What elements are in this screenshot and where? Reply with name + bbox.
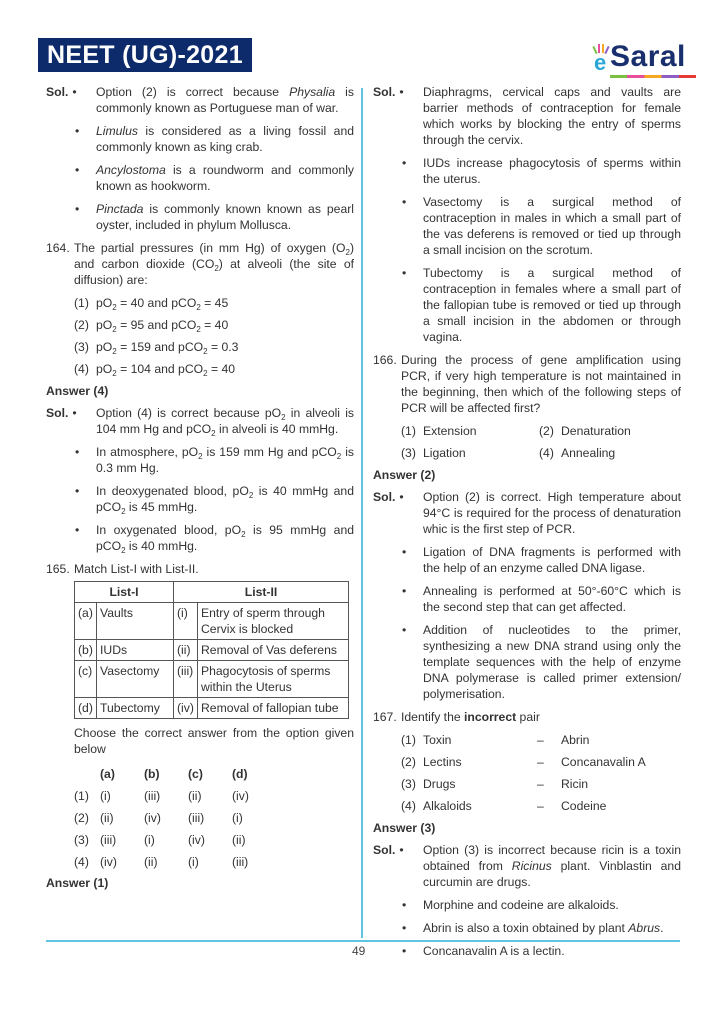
solution-point — [46, 84, 354, 116]
solution-text: Option (3) is incorrect because ricin is a toxin obtained from Ricinus plant. Vinblastin and curcumin are drugs. — [423, 843, 681, 889]
solution-point — [373, 943, 681, 959]
list-1-label: (d) — [75, 698, 97, 719]
answer-label: Answer (3) — [373, 821, 436, 835]
option-text: Denaturation — [561, 424, 631, 438]
esaral-logo — [588, 42, 696, 76]
bullet-icon: • — [402, 195, 407, 209]
solution-text: Option (2) is correct because Physalia is commonly known as Portuguese man of war. — [96, 85, 354, 115]
bullet-icon: • — [75, 163, 80, 177]
grid-cell: (iv) — [144, 811, 161, 825]
bullet-icon: • — [402, 584, 407, 598]
option-number: (2) — [74, 811, 89, 825]
solution-point — [373, 155, 681, 187]
q166-options-row-1 — [401, 423, 681, 439]
q166-solution — [373, 489, 681, 702]
pair-item — [401, 754, 681, 770]
bullet-icon: • — [402, 623, 407, 637]
sol-label: Sol. • — [46, 406, 77, 420]
left-column — [46, 84, 354, 897]
solution-text: Diaphragms, cervical caps and vaults are barrier methods of contraception for female which works by blocking the entry of sperms through the cervix. — [423, 85, 681, 147]
q165-question — [46, 561, 354, 577]
sol-label: Sol. • — [373, 85, 404, 99]
dash: – — [537, 755, 544, 769]
bullet-icon: • — [72, 85, 77, 99]
solution-text: Ligation of DNA fragments is performed with the help of an enzyme called DNA ligase. — [423, 545, 681, 575]
solution-point — [373, 622, 681, 702]
q166-options-row-2 — [401, 445, 681, 461]
grid-cell: (iv) — [188, 833, 205, 847]
solution-text: IUDs increase phagocytosis of sperms within the uterus. — [423, 156, 681, 186]
solution-text: In oxygenated blood, $pO_2$ is 95 mmHg and pCO$_2$ is 40 mmHg. — [96, 523, 354, 555]
grid-option-row — [74, 851, 354, 873]
bullet-icon: • — [399, 490, 404, 504]
grid-header — [74, 763, 354, 785]
pair-example: Ricin — [561, 777, 589, 791]
match-row — [75, 603, 349, 640]
bullet-icon: • — [75, 124, 80, 138]
list-2-item: Phagocytosis of sperms within the Uterus — [198, 661, 349, 698]
match-row — [75, 698, 349, 719]
pair-category: Alkaloids — [423, 799, 472, 813]
q165-solution — [373, 84, 681, 345]
question-number: 165. — [46, 562, 70, 576]
option-number: (3) — [401, 777, 416, 791]
solution-text: Vasectomy is a surgical method of contraception in males in which a small part of the vas deferens is removed or tied up through a small incision on the scrotum. — [423, 195, 681, 257]
option-item — [74, 361, 354, 377]
list-2-label: (ii) — [174, 640, 198, 661]
option-number: (2) — [539, 424, 554, 438]
pair-item — [401, 798, 681, 814]
option-item — [74, 295, 354, 311]
solution-point — [373, 920, 681, 936]
logo-e: e — [594, 50, 607, 75]
bullet-icon: • — [72, 406, 77, 420]
option-number: (4) — [74, 362, 89, 376]
option-item — [74, 317, 354, 333]
q166-question — [373, 352, 681, 416]
solution-text: In atmosphere, $pO_2$ is 159 mm Hg and pCO$_2$ is 0.3 mm Hg. — [96, 445, 355, 475]
solution-text: Tubectomy is a surgical method of contraception in females where a small part of the fallopian tube is removed or tied up through a small incision in the abdomen or through vagina. — [423, 266, 681, 344]
solution-point — [46, 123, 354, 155]
solution-text: Option (4) is correct because $pO_2$ in alveoli is 104 mm Hg and pCO$_2$ in alveoli is 40 mmHg. — [96, 406, 354, 438]
dash: – — [537, 777, 544, 791]
exam-title-badge: NEET (UG)-2021 — [38, 38, 252, 72]
list-2-item: Removal of Vas deferens — [198, 640, 349, 661]
answer-label: Answer (4) — [46, 384, 109, 398]
pair-item — [401, 732, 681, 748]
question-number: 166. — [373, 353, 397, 367]
list-1-item: Tubectomy — [97, 698, 174, 719]
question-text: During the process of gene amplification using PCR, if very high temperature is not maintained in the beginning, then which of the following steps of PCR will be affected first? — [401, 353, 681, 415]
option-number: (4) — [401, 799, 416, 813]
list-2-label: (iii) — [174, 661, 198, 698]
bullet-icon: • — [399, 843, 404, 857]
bullet-icon: • — [402, 156, 407, 170]
grid-cell: (iii) — [100, 833, 117, 847]
list-2-item: Entry of sperm through Cervix is blocked — [198, 603, 349, 640]
pair-category: Toxin — [423, 733, 452, 747]
option-number: (1) — [74, 789, 89, 803]
option-number: (4) — [74, 855, 89, 869]
grid-cell: (iii) — [144, 789, 161, 803]
grid-cell: (ii) — [232, 833, 246, 847]
grid-cell: (iv) — [100, 855, 117, 869]
match-table — [74, 581, 349, 719]
solution-text: Morphine and codeine are alkaloids. — [423, 898, 619, 912]
grid-cell: (iii) — [188, 811, 205, 825]
option-text: Annealing — [561, 446, 616, 460]
question-text: Identify the incorrect pair — [401, 710, 540, 724]
solution-text: Ancylostoma is a roundworm and commonly known as hookworm. — [96, 163, 354, 193]
solution-text: Option (2) is correct. High temperature about 94°C is required for the process of denaturation whic is the first step of PCR. — [423, 490, 681, 536]
solution-point — [373, 265, 681, 345]
page-number: 49 — [352, 944, 366, 958]
bullet-icon: • — [75, 445, 80, 459]
list-1-item: Vaults — [97, 603, 174, 640]
pair-item — [401, 776, 681, 792]
bullet-icon: • — [402, 266, 407, 280]
grid-cell: (ii) — [100, 811, 114, 825]
option-number: (3) — [74, 340, 89, 354]
list-2-item: Removal of fallopian tube — [198, 698, 349, 719]
column-divider — [361, 88, 363, 938]
dash: – — [537, 733, 544, 747]
grid-column-header: (d) — [232, 767, 248, 781]
list-1-header: List-I — [75, 582, 174, 603]
grid-cell: (iii) — [232, 855, 249, 869]
answer-label: Answer (1) — [46, 876, 109, 890]
option-number: (2) — [401, 755, 416, 769]
option-number: (3) — [74, 833, 89, 847]
bullet-icon: • — [402, 545, 407, 559]
solution-text: Abrin is also a toxin obtained by plant Abrus. — [423, 921, 664, 935]
grid-cell: (i) — [144, 833, 155, 847]
solution-point — [46, 201, 354, 233]
logo-underline — [610, 75, 696, 78]
dash: – — [537, 799, 544, 813]
list-2-label: (iv) — [174, 698, 198, 719]
option-text: $pO_2 = 95$ and pCO$_2$ = 40 — [96, 318, 229, 334]
solution-text: Limulus is considered as a living fossil and commonly known as king crab. — [96, 124, 354, 154]
option-text: $pO_2 = 104$ and pCO$_2$ = 40 — [96, 362, 236, 378]
option-text: Extension — [423, 424, 477, 438]
solution-text: Addition of nucleotides to the primer, synthesizing a new DNA strand using only the template sequences with the help of enzyme DNA polymerase is called primer extension/ polymerisation. — [423, 623, 681, 701]
bullet-icon: • — [402, 944, 407, 958]
grid-option-row — [74, 807, 354, 829]
list-1-item: IUDs — [97, 640, 174, 661]
answer-options-grid — [74, 763, 354, 873]
option-number: (1) — [74, 296, 89, 310]
q164-question — [46, 240, 354, 288]
right-column — [373, 84, 681, 966]
q163-solution — [46, 84, 354, 233]
option-item — [74, 339, 354, 355]
solution-point — [373, 489, 681, 537]
solution-point — [46, 522, 354, 554]
option-number: (3) — [401, 446, 416, 460]
pair-example: Abrin — [561, 733, 590, 747]
grid-column-header: (b) — [144, 767, 160, 781]
option-text: Ligation — [423, 446, 466, 460]
question-text: Match List-I with List-II. — [74, 562, 199, 576]
grid-column-header: (c) — [188, 767, 203, 781]
list-2-header: List-II — [174, 582, 349, 603]
solution-point — [373, 84, 681, 148]
q167-question — [373, 709, 681, 725]
solution-point — [373, 583, 681, 615]
bullet-icon: • — [399, 85, 404, 99]
grid-column-header: (a) — [100, 767, 115, 781]
q164-solution — [46, 405, 354, 554]
solution-point — [373, 842, 681, 890]
pair-category: Lectins — [423, 755, 462, 769]
option-number: (2) — [74, 318, 89, 332]
solution-point — [46, 405, 354, 437]
pair-example: Concanavalin A — [561, 755, 646, 769]
list-1-label: (c) — [75, 661, 97, 698]
list-1-item: Vasectomy — [97, 661, 174, 698]
grid-cell: (i) — [100, 789, 111, 803]
solution-text: Annealing is performed at 50°-60°C which is the second step that can get affected. — [423, 584, 681, 614]
question-number: 167. — [373, 710, 397, 724]
grid-cell: (ii) — [188, 789, 202, 803]
solution-point — [373, 897, 681, 913]
grid-cell: (i) — [188, 855, 199, 869]
match-row — [75, 661, 349, 698]
q167-pairs — [373, 732, 681, 814]
choose-instruction: Choose the correct answer from the option given below — [74, 726, 354, 756]
solution-point — [373, 194, 681, 258]
grid-cell: (iv) — [232, 789, 249, 803]
option-number: (4) — [539, 446, 554, 460]
grid-cell: (ii) — [144, 855, 158, 869]
option-text: $pO_2 = 40$ and pCO$_2$ = 45 — [96, 296, 229, 312]
option-number: (1) — [401, 733, 416, 747]
answer-label: Answer (2) — [373, 468, 436, 482]
option-text: $pO_2 = 159$ and pCO$_2$ = 0.3 — [96, 340, 239, 356]
list-1-label: (a) — [75, 603, 97, 640]
solution-point — [373, 544, 681, 576]
logo-text: Saral — [610, 40, 686, 73]
list-2-label: (i) — [174, 603, 198, 640]
bullet-icon: • — [75, 202, 80, 216]
solution-point — [46, 483, 354, 515]
pair-example: Codeine — [561, 799, 607, 813]
bullet-icon: • — [402, 921, 407, 935]
solution-text: Concanavalin A is a lectin. — [423, 944, 565, 958]
grid-option-row — [74, 785, 354, 807]
grid-cell: (i) — [232, 811, 243, 825]
solution-point — [46, 444, 354, 476]
pair-category: Drugs — [423, 777, 456, 791]
sol-label: Sol. • — [373, 490, 404, 504]
sol-label: Sol. • — [373, 843, 404, 857]
bullet-icon: • — [75, 523, 80, 537]
match-row — [75, 640, 349, 661]
question-text: The partial pressures (in mm Hg) of oxygen $(O_2)$ and carbon dioxide $(CO_2)$ at alveoli (the site of diffusion) are: — [74, 241, 354, 287]
sol-label: Sol. • — [46, 85, 77, 99]
q164-options — [46, 295, 354, 377]
solution-text: Pinctada is commonly known known as pearl oyster, included in phylum Mollusca. — [96, 202, 354, 232]
list-1-label: (b) — [75, 640, 97, 661]
grid-option-row — [74, 829, 354, 851]
question-number: 164. — [46, 241, 70, 255]
solution-point — [46, 162, 354, 194]
solution-text: In deoxygenated blood, $pO_2$ is 40 mmHg and pCO$_2$ is 45 mmHg. — [96, 484, 354, 516]
bullet-icon: • — [75, 484, 80, 498]
footer-divider — [46, 940, 680, 942]
bullet-icon: • — [402, 898, 407, 912]
option-number: (1) — [401, 424, 416, 438]
